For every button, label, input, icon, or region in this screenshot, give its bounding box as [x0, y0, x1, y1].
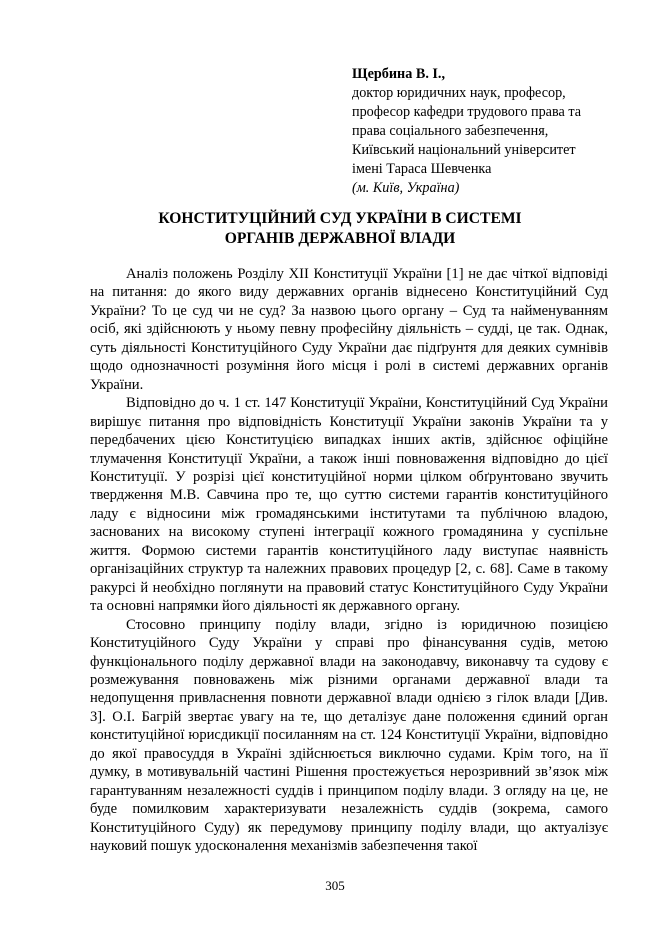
- body-paragraph: Відповідно до ч. 1 ст. 147 Конституції України, Конституційний Суд України вирішує питання про відповідність Конституції України законів України та у передбачених цією Конституцією випадках інших актів, здійснює офіційне тлумачення Конституції України, а також інші повноваження відповідно до цієї Конституції. У розрізі цієї конституційної норми цілком обґрунтовано звучить твердження М.В. Савчина про те, що суттю системи гарантів конституційного ладу є відносини між громадянськими інститутами та публічною владою, заснованих на високому ступені інтеграції кожного громадянина у суспільне життя. Формою системи гарантів конституційного ладу виступає наявність організаційних структур та належних правових процедур [2, с. 68]. Саме в такому ракурсі й необхідно поглянути на правовий статус Конституційного Суду України та основні напрямки його діяльності як державного органу.: [90, 395, 608, 615]
- author-affiliation-line: Київський національний університет: [352, 142, 576, 158]
- author-affiliation-line: імені Тараса Шевченка: [352, 161, 492, 177]
- article-title: [90, 209, 590, 249]
- author-affiliation-line: професор кафедри трудового права та: [352, 104, 581, 120]
- author-block: [352, 65, 622, 198]
- body-paragraph: Стосовно принципу поділу влади, згідно із юридичною позицією Конституційного Суду України у справі про фінансування судів, метою функціонального поділу державної влади на законодавчу, виконавчу та судову є розмежування повноважень між різними органами державної влади та недопущення привласнення повноти державної влади однією з гілок влади [Див. 3]. О.І. Багрій звертає увагу на те, що деталізує дане положення єдиний орган конституційної юрисдикції посиланням на ст. 124 Конституції України, відповідно до якої правосуддя в Україні здійснюється виключно судами. Крім того, на її думку, в мотивувальній частині Рішення простежується нерозривний зв’язок між гарантуванням незалежності суддів і принципом поділу влади. З огляду на це, не буде помилковим характеризувати незалежність суддів (зокрема, самого Конституційного Суду) як передумову принципу поділу влади, що актуалізує науковий пошук удосконалення механізмів забезпечення такої: [90, 616, 608, 855]
- body-paragraph: Аналіз положень Розділу XII Конституції України [1] не дає чіткої відповіді на питання: до якого виду державних органів віднесено Конституційний Суд України? То це суд чи не суд? За назвою цього органу – Суд та найменуванням осіб, які здійснюють у ньому певну професійну діяльність – судді, це так. Однак, суть діяльності Конституційного Суду України дає підґрунтя для деяких сумнівів щодо однозначності розуміння його місця і ролі в системі державних органів України.: [90, 266, 608, 393]
- author-name: Щербина В. І.,: [352, 66, 446, 82]
- article-title-line: КОНСТИТУЦІЙНИЙ СУД УКРАЇНИ В СИСТЕМІ: [158, 210, 522, 227]
- author-affiliation-line: права соціального забезпечення,: [352, 123, 549, 139]
- article-title-line: ОРГАНІВ ДЕРЖАВНОЇ ВЛАДИ: [224, 230, 456, 247]
- author-affiliation-line: доктор юридичних наук, професор,: [352, 85, 566, 101]
- author-location: (м. Київ, Україна): [352, 180, 460, 196]
- article-body: [90, 265, 608, 856]
- page-number: 305: [325, 878, 345, 893]
